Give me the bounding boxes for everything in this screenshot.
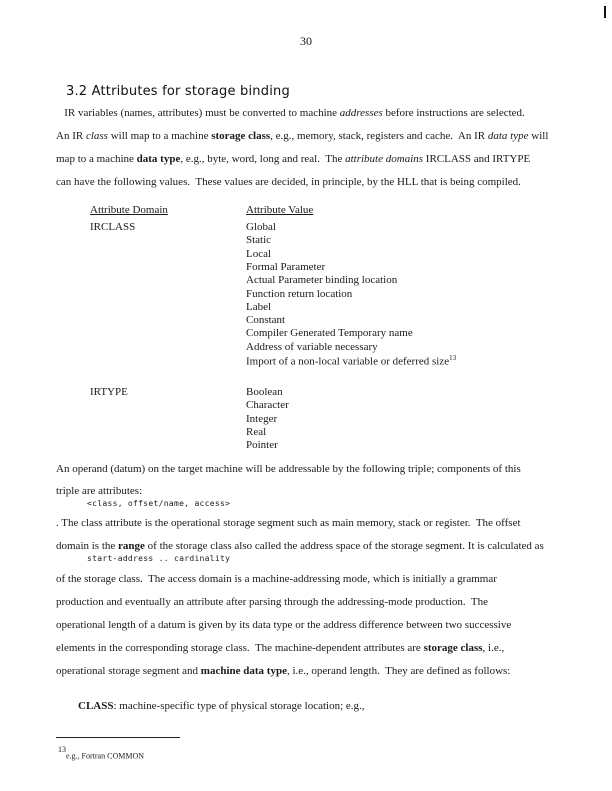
- attribute-value-text: Import of a non-local variable or deferred size: [246, 355, 450, 368]
- text-run: before instructions are selected.: [382, 107, 525, 119]
- text-line: [56, 596, 488, 608]
- text-line: [56, 573, 497, 585]
- text-run: elements in the corresponding storage class. The machine-dependent attributes are: [56, 642, 424, 654]
- attribute-value-text: Compiler Generated Temporary name: [246, 327, 413, 340]
- text-run: of the storage class. The access domain is a machine-addressing mode, which is initially a grammar: [56, 573, 497, 585]
- text-run: addresses: [339, 107, 383, 119]
- table-header-value: Attribute Value: [246, 204, 314, 216]
- attribute-value-text: Address of variable necessary: [246, 340, 378, 353]
- attribute-value: [246, 341, 378, 353]
- text-line: [56, 107, 525, 119]
- text-run: An IR: [56, 130, 86, 142]
- text-line: [56, 485, 142, 497]
- text-line: [56, 176, 521, 188]
- code-triple: <class, offset/name, access>: [87, 499, 231, 508]
- text-run: operational storage segment and: [56, 665, 201, 677]
- text-run: triple are attributes:: [56, 485, 143, 497]
- section-heading: 3.2 Attributes for storage binding: [66, 84, 290, 99]
- text-run: An operand (datum) on the target machine will be addressable by the following triple; components of this: [56, 463, 521, 475]
- text-line: [56, 130, 548, 142]
- table-header-domain: Attribute Domain: [90, 204, 168, 216]
- text-run: IR variables (names, attributes) must be converted to machine: [56, 107, 340, 119]
- attribute-value-text: Label: [246, 300, 272, 313]
- attribute-value: [246, 399, 289, 411]
- text-run: . The class attribute is the operational storage segment such as main memory, stack or register. The offset: [56, 517, 521, 529]
- text-line: [56, 540, 544, 552]
- text-run: machine data type: [200, 665, 287, 677]
- text-run: data type: [136, 153, 181, 165]
- text-line: [56, 642, 504, 654]
- text-run: , e.g., byte, word, long and real. The: [180, 153, 346, 165]
- text-run: data type: [487, 130, 529, 142]
- text-run: class: [85, 130, 108, 142]
- attribute-value: [246, 301, 271, 313]
- footnote-divider: [56, 737, 180, 738]
- text-run: range: [118, 540, 145, 552]
- attribute-value-text: Real: [246, 425, 267, 438]
- text-run: attribute domains: [345, 153, 424, 165]
- footnote-text: e.g., Fortran COMMON: [66, 751, 144, 761]
- attribute-value-text: Boolean: [246, 386, 283, 398]
- class-label: CLASS: [78, 700, 114, 712]
- attribute-value: [246, 274, 397, 286]
- text-run: will: [528, 130, 549, 142]
- text-line: [56, 665, 510, 677]
- class-text: : machine-specific type of physical storage location; e.g.,: [113, 700, 365, 712]
- text-line: [56, 153, 530, 165]
- text-run: , i.e., operand length. They are defined as follows:: [286, 665, 511, 677]
- attribute-value: [246, 288, 352, 300]
- text-line: [56, 619, 511, 631]
- attribute-value-text: Local: [246, 247, 272, 260]
- attribute-domain: IRCLASS: [90, 221, 136, 233]
- attribute-value: [246, 439, 278, 451]
- page-number: 30: [300, 34, 312, 48]
- margin-mark: [604, 6, 606, 18]
- footnote-ref: 13: [449, 354, 457, 362]
- text-run: of the storage class also called the address space of the storage segment. It is calculated as: [144, 540, 544, 552]
- text-run: , i.e.,: [482, 642, 505, 654]
- attribute-value-text: Constant: [246, 314, 286, 327]
- attribute-value: [246, 248, 271, 260]
- text-run: operational length of a datum is given by its data type or the address difference between two successive: [56, 619, 512, 631]
- attribute-value-text: Static: [246, 234, 272, 247]
- text-run: domain is the: [56, 540, 119, 552]
- attribute-value: [246, 386, 283, 398]
- text-run: storage class: [211, 130, 271, 142]
- footnote: [58, 745, 144, 761]
- footnote-number: 13: [58, 745, 66, 754]
- attribute-value-text: Global: [246, 221, 276, 233]
- class-definition: [78, 700, 365, 712]
- attribute-value-text: Pointer: [246, 439, 278, 452]
- text-run: storage class: [423, 642, 483, 654]
- attribute-value: [246, 221, 276, 233]
- text-run: map to a machine: [56, 153, 137, 165]
- attribute-value: [246, 261, 325, 273]
- text-run: can have the following values. These values are decided, in principle, by the HLL that is being compiled.: [56, 176, 521, 188]
- text-run: production and eventually an attribute after parsing through the addressing-mode production. The: [56, 596, 489, 608]
- attribute-value: [246, 234, 271, 246]
- attribute-value-text: Actual Parameter binding location: [246, 274, 398, 287]
- attribute-value: [246, 426, 266, 438]
- attribute-domain: IRTYPE: [90, 386, 128, 398]
- text-line: [56, 463, 521, 475]
- attribute-value-text: Formal Parameter: [246, 260, 326, 273]
- attribute-value: [246, 413, 277, 425]
- text-run: IRCLASS and IRTYPE: [423, 153, 531, 165]
- code-range: start-address .. cardinality: [87, 554, 231, 563]
- attribute-value-text: Character: [246, 399, 289, 412]
- text-run: , e.g., memory, stack, registers and cache. An IR: [270, 130, 488, 142]
- text-line: [56, 517, 521, 529]
- attribute-value: [246, 327, 413, 339]
- attribute-value-text: Integer: [246, 412, 278, 425]
- attribute-value: [246, 314, 285, 326]
- attribute-value: [246, 354, 456, 368]
- text-run: will map to a machine: [107, 130, 212, 142]
- attribute-value-text: Function return location: [246, 287, 353, 300]
